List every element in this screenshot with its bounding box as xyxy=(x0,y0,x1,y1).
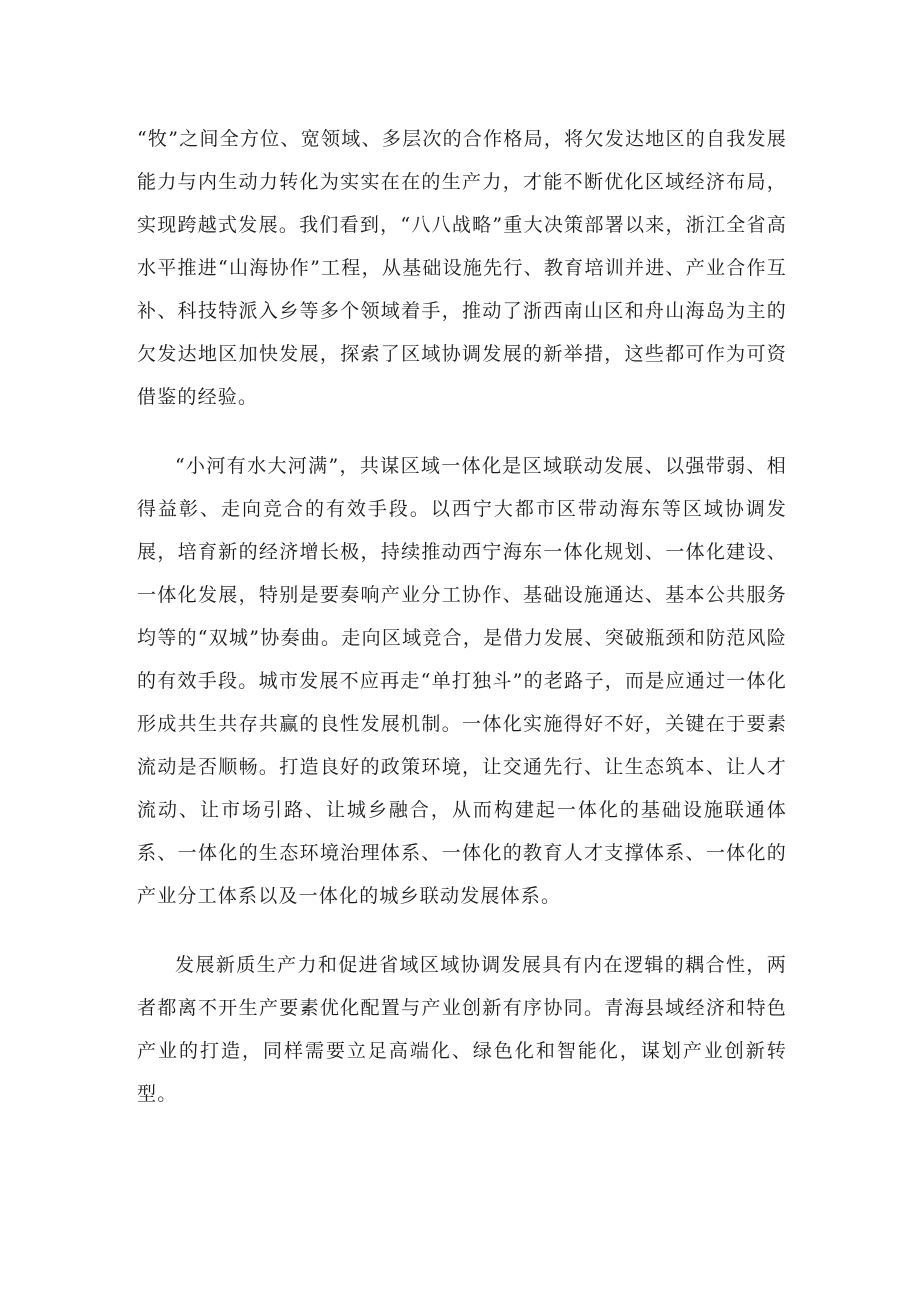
paragraph-1: “牧”之间全方位、宽领域、多层次的合作格局，将欠发达地区的自我发展能力与内生动力转化为实实在在的生产力，才能不断优化区域经济布局，实现跨越式发展。我们看到，“八八战略”重大决策部署以来，浙江全省高水平推进“山海协作”工程，从基础设施先行、教育培训并进、产业合作互补、科技特派入乡等多个领域着手，推动了浙西南山区和舟山海岛为主的欠发达地区加快发展，探索了区域协调发展的新举措，这些都可作为可资借鉴的经验。 xyxy=(137,128,787,408)
document-body xyxy=(137,118,787,1116)
paragraph-3: 发展新质生产力和促进省域区域协调发展具有内在逻辑的耦合性，两者都离不开生产要素优化配置与产业创新有序协同。青海县域经济和特色产业的打造，同样需要立足高端化、绿色化和智能化，谋划产业创新转型。 xyxy=(137,954,787,1105)
paragraph-2: “小河有水大河满”，共谋区域一体化是区域联动发展、以强带弱、相得益彰、走向竞合的有效手段。以西宁大都市区带动海东等区域协调发展，培育新的经济增长极，持续推动西宁海东一体化规划、一体化建设、一体化发展，特别是要奏响产业分工协作、基础设施通达、基本公共服务均等的“双城”协奏曲。走向区域竞合，是借力发展、突破瓶颈和防范风险的有效手段。城市发展不应再走“单打独斗”的老路子，而是应通过一体化形成共生共存共赢的良性发展机制。一体化实施得好不好，关键在于要素流动是否顺畅。打造良好的政策环境，让交通先行、让生态筑本、让人才流动、让市场引路、让城乡融合，从而构建起一体化的基础设施联通体系、一体化的生态环境治理体系、一体化的教育人才支撑体系、一体化的产业分工体系以及一体化的城乡联动发展体系。 xyxy=(137,455,787,907)
